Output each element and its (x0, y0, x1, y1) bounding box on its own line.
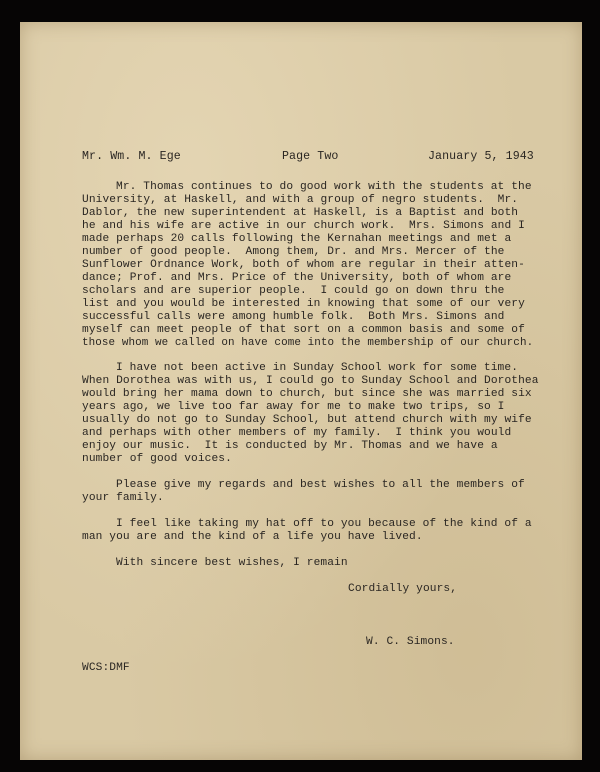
body-line: those whom we called on have come into the membership of our church. (82, 337, 534, 349)
body-line: dance; Prof. and Mrs. Price of the University, both of whom are (82, 272, 512, 284)
body-line: University, at Haskell, and with a group of negro students. Mr. (82, 194, 519, 206)
body-line: number of good people. Among them, Dr. and Mrs. Mercer of the (82, 246, 505, 258)
body-line: your family. (82, 492, 164, 504)
body-line: scholars and are superior people. I could go on down thru the (82, 285, 505, 297)
body-line: I have not been active in Sunday School work for some time. (116, 362, 519, 374)
reference-initials: WCS:DMF (82, 662, 130, 674)
recipient-name: Mr. Wm. M. Ege (82, 150, 181, 163)
body-line: Sunflower Ordnance Work, both of whom are regular in their atten- (82, 259, 525, 271)
body-line: years ago, we live too far away for me to make two trips, so I (82, 401, 505, 413)
body-line: successful calls were among humble folk. Both Mrs. Simons and (82, 311, 505, 323)
body-line: and perhaps with other members of my family. I think you would (82, 427, 512, 439)
body-line: would bring her mama down to church, but since she was married six (82, 388, 532, 400)
letter-page (20, 22, 582, 760)
body-line: When Dorothea was with us, I could go to Sunday School and Dorothea (82, 375, 539, 387)
closing-remark: With sincere best wishes, I remain (116, 557, 348, 569)
body-line: list and you would be interested in knowing that some of our very (82, 298, 525, 310)
page-number-label: Page Two (282, 150, 339, 163)
body-line: man you are and the kind of a life you have lived. (82, 531, 423, 543)
body-line: number of good voices. (82, 453, 232, 465)
complimentary-close: Cordially yours, (348, 583, 458, 595)
signer-name: W. C. Simons. (366, 636, 455, 648)
body-line: usually do not go to Sunday School, but attend church with my wife (82, 414, 532, 426)
body-line: Dablor, the new superintendent at Haskell, is a Baptist and both (82, 207, 519, 219)
letter-date: January 5, 1943 (428, 150, 534, 163)
body-line: enjoy our music. It is conducted by Mr. Thomas and we have a (82, 440, 498, 452)
body-line: he and his wife are active in our church work. Mrs. Simons and I (82, 220, 525, 232)
body-line: Mr. Thomas continues to do good work with the students at the (116, 181, 532, 193)
body-line: made perhaps 20 calls following the Kernahan meetings and met a (82, 233, 512, 245)
body-line: myself can meet people of that sort on a common basis and some of (82, 324, 525, 336)
body-line: Please give my regards and best wishes to all the members of (116, 479, 525, 491)
body-line: I feel like taking my hat off to you because of the kind of a (116, 518, 532, 530)
